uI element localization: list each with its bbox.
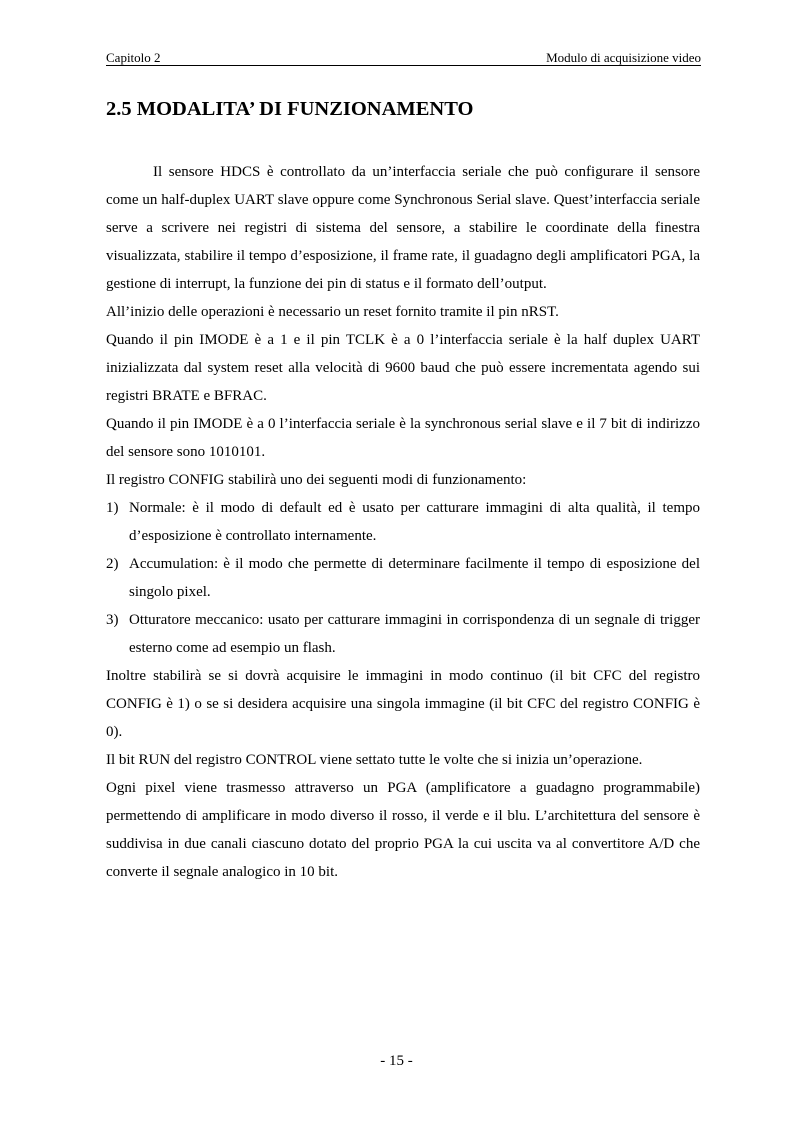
section-label: Modulo di acquisizione video <box>546 50 701 65</box>
body-text <box>106 158 700 886</box>
header-divider <box>106 65 701 66</box>
list-item-text: Otturatore meccanico: usato per catturare immagini in corrispondenza di un segnale di trigger esterno come ad esempio un flash. <box>129 612 700 656</box>
page-number: - 15 - <box>380 1053 413 1069</box>
list-item-text: Accumulation: è il modo che permette di determinare facilmente il tempo di esposizione del singolo pixel. <box>129 556 700 600</box>
paragraph-reset: All’inizio delle operazioni è necessario un reset fornito tramite il pin nRST. <box>106 304 559 320</box>
paragraph-run-bit: Il bit RUN del registro CONTROL viene settato tutte le volte che si inizia un’operazione. <box>106 752 643 768</box>
chapter-label: Capitolo 2 <box>106 50 161 65</box>
list-item-text: Normale: è il modo di default ed è usato per catturare immagini di alta qualità, il tempo d’esposizione è controllato internamente. <box>129 500 700 544</box>
paragraph-intro: Il sensore HDCS è controllato da un’interfaccia seriale che può configurare il sensore come un half-duplex UART slave oppure come Synchronous Serial slave. Quest’interfaccia seriale serve a scrivere nei registri di sistema del sensore, a stabilire le coordinate della finestra visualizzata, stabilire il tempo d’esposizione, il frame rate, il guadagno degli amplificatori PGA, la gestione di interrupt, la funzione dei pin di status e il formato dell’output. <box>106 164 700 292</box>
list-item <box>106 494 700 550</box>
list-item <box>106 606 700 662</box>
paragraph-config-intro: Il registro CONFIG stabilirà uno dei seguenti modi di funzionamento: <box>106 472 527 488</box>
section-title: 2.5 MODALITA’ DI FUNZIONAMENTO <box>106 98 474 120</box>
list-item-number: 2) <box>106 556 119 572</box>
paragraph-uart-mode: Quando il pin IMODE è a 1 e il pin TCLK è a 0 l’interfaccia seriale è la half duplex UART inizializzata dal system reset alla velocità di 9600 baud che può essere incrementata agendo sui registri BRATE e BFRAC. <box>106 332 700 404</box>
list-item-number: 1) <box>106 500 119 516</box>
paragraph-acquisition: Inoltre stabilirà se si dovrà acquisire le immagini in modo continuo (il bit CFC del registro CONFIG è 1) o se si desidera acquisire una singola immagine (il bit CFC del registro CONFIG è 0). <box>106 668 700 740</box>
paragraph-serial-mode: Quando il pin IMODE è a 0 l’interfaccia seriale è la synchronous serial slave e il 7 bit di indirizzo del sensore sono 1010101. <box>106 416 700 460</box>
paragraph-pga: Ogni pixel viene trasmesso attraverso un PGA (amplificatore a guadagno programmabile) permettendo di amplificare in modo diverso il rosso, il verde e il blu. L’architettura del sensore è suddivisa in due canali ciascuno dotato del proprio PGA la cui uscita va al convertitore A/D che converte il segnale analogico in 10 bit. <box>106 780 700 880</box>
modes-list <box>106 494 700 662</box>
list-item-number: 3) <box>106 612 119 628</box>
list-item <box>106 550 700 606</box>
